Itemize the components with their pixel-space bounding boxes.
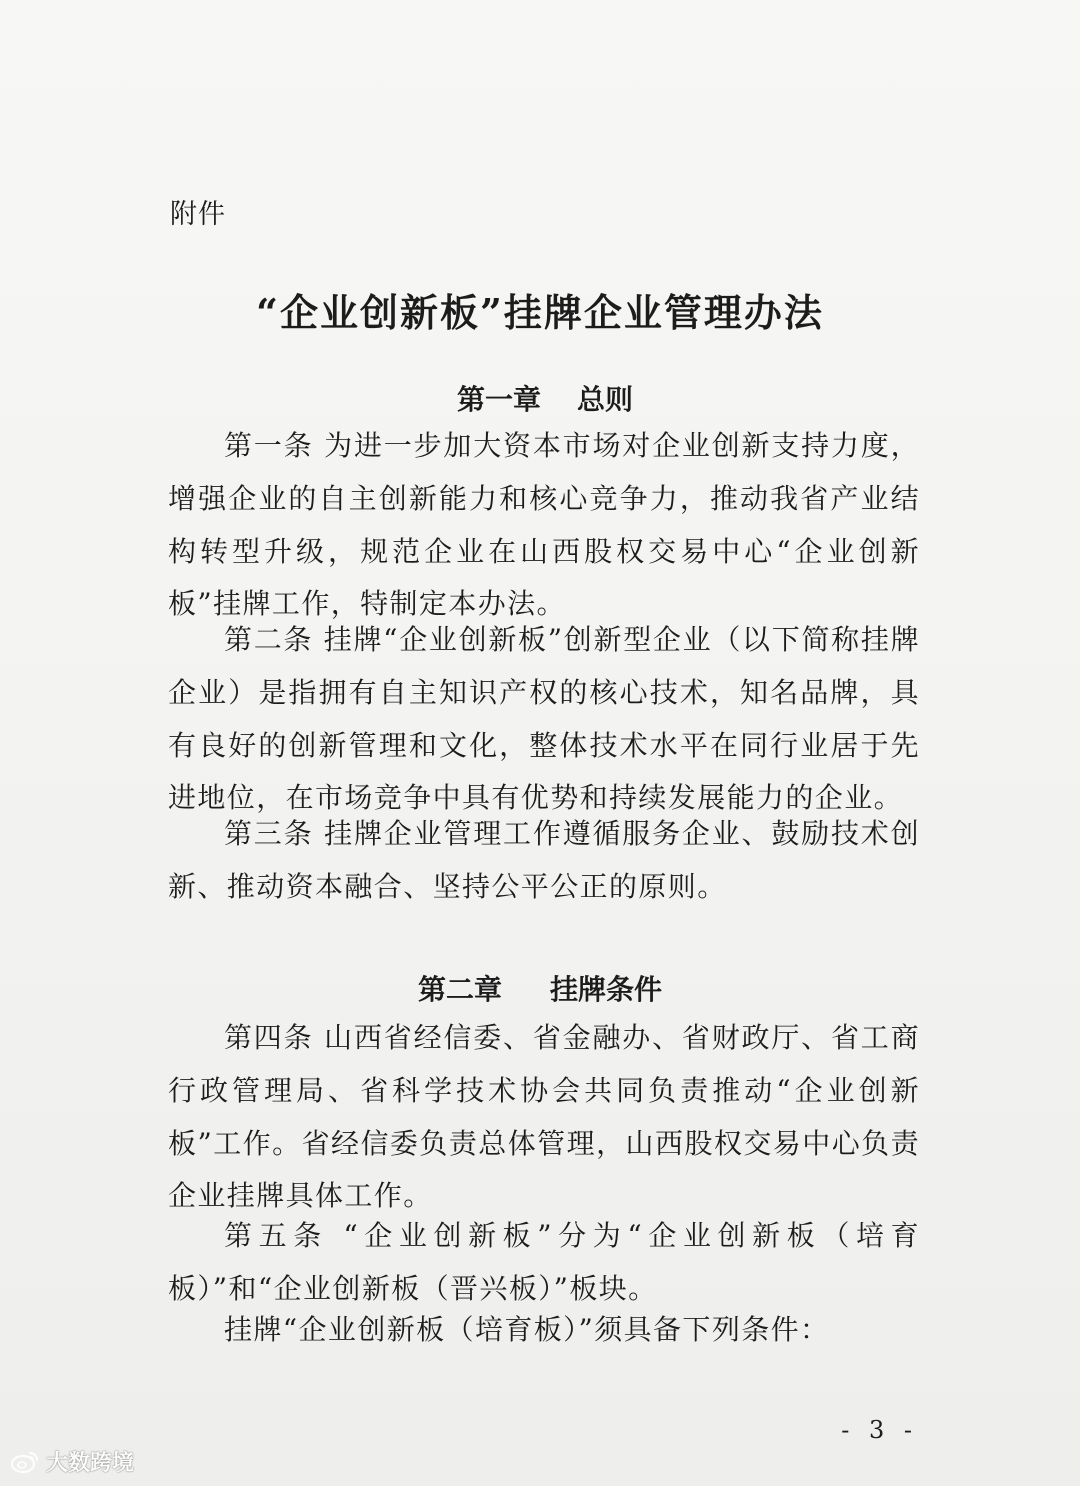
- article-4: 第四条 山西省经信委、省金融办、省财政厅、省工商行政管理局、省科学技术协会共同负责推动“企业创新板”工作。省经信委负责总体管理，山西股权交易中心负责企业挂牌具体工作。: [168, 1021, 920, 1213]
- watermark-text: 大数跨境: [46, 1451, 135, 1476]
- listing-conditions-intro: 挂牌“企业创新板（培育板）”须具备下列条件：: [224, 1313, 830, 1346]
- chapter-name: 总则: [577, 383, 634, 416]
- article-5: 第五条 “企业创新板”分为“企业创新板（培育板）”和“企业创新板（晋兴板）”板块。: [168, 1219, 920, 1305]
- chapter-name: 挂牌条件: [550, 973, 663, 1006]
- article-2: 第二条 挂牌“企业创新板”创新型企业（以下简称挂牌企业）是指拥有自主知识产权的核心技术，知名品牌，具有良好的创新管理和文化，整体技术水平在同行业居于先进地位，在市场竞争中具有优势和持续发展能力的企业。: [168, 623, 920, 815]
- watermark: [10, 1446, 134, 1477]
- chapter-number: 第一章: [456, 383, 541, 416]
- chapter-heading-2: [0, 968, 1080, 1008]
- page-number: - 3 -: [841, 1416, 918, 1444]
- article-1: 第一条 为进一步加大资本市场对企业创新支持力度，增强企业的自主创新能力和核心竞争力，推动我省产业结构转型升级，规范企业在山西股权交易中心“企业创新板”挂牌工作，特制定本办法。: [168, 429, 920, 621]
- article-3: 第三条 挂牌企业管理工作遵循服务企业、鼓励技术创新、推动资本融合、坚持公平公正的原则。: [168, 817, 920, 903]
- weibo-icon: [10, 1449, 40, 1475]
- attachment-label: 附件: [170, 199, 226, 230]
- chapter-number: 第二章: [417, 973, 502, 1006]
- document-title: “企业创新板”挂牌企业管理办法: [256, 290, 824, 335]
- chapter-heading-1: [5, 378, 1080, 418]
